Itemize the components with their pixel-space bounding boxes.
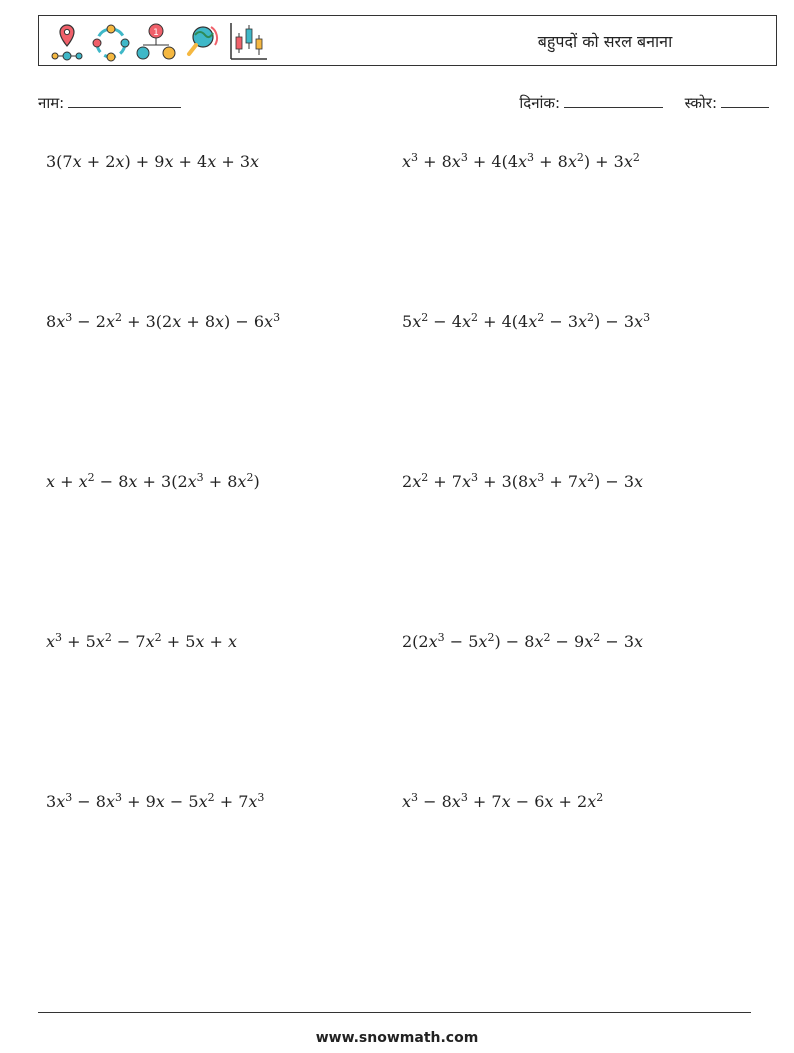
problem-2: $x^3 + 8x^3 + 4(4x^3 + 8x^2) + 3x^2$	[402, 151, 640, 171]
problem-7: $x^3 + 5x^2 - 7x^2 + 5x + x$	[46, 631, 238, 651]
date-label: दिनांक:	[519, 94, 560, 112]
problem-8: $2(2x^3 - 5x^2) - 8x^2 - 9x^2 - 3x$	[402, 631, 644, 651]
problem-6: $2x^2 + 7x^3 + 3(8x^3 + 7x^2) - 3x$	[402, 471, 644, 491]
problem-5: $x + x^2 - 8x + 3(2x^3 + 8x^2)$	[46, 471, 260, 491]
footer-divider	[38, 1012, 751, 1013]
problem-9: $3x^3 - 8x^3 + 9x - 5x^2 + 7x^3$	[46, 791, 265, 811]
org-chart-icon	[137, 24, 175, 59]
people-cycle-icon	[93, 25, 129, 61]
date-score-fields	[519, 93, 769, 113]
problem-10: $x^3 - 8x^3 + 7x - 6x + 2x^2$	[402, 791, 604, 811]
header-icons	[45, 19, 270, 63]
header-box	[38, 15, 777, 66]
magnifier-globe-icon	[189, 27, 217, 54]
score-blank[interactable]	[721, 93, 769, 108]
footer-url: www.snowmath.com	[315, 1030, 479, 1046]
date-blank[interactable]	[564, 93, 663, 108]
candlestick-chart-icon	[231, 23, 267, 59]
svg-text:1: 1	[153, 28, 159, 38]
problem-4: $5x^2 - 4x^2 + 4(4x^2 - 3x^2) - 3x^3$	[402, 311, 651, 331]
score-label: स्कोर:	[684, 94, 717, 112]
name-label: नाम:	[38, 94, 65, 112]
name-blank[interactable]	[68, 93, 181, 108]
problem-3: $8x^3 - 2x^2 + 3(2x + 8x) - 6x^3$	[46, 311, 281, 331]
location-pin-icon	[52, 25, 82, 60]
worksheet-title: बहुपदों को सरल बनाना	[537, 32, 673, 51]
name-field	[38, 93, 181, 113]
problem-1: 3(7x + 2x) + 9x + 4x + 3x	[46, 152, 260, 171]
